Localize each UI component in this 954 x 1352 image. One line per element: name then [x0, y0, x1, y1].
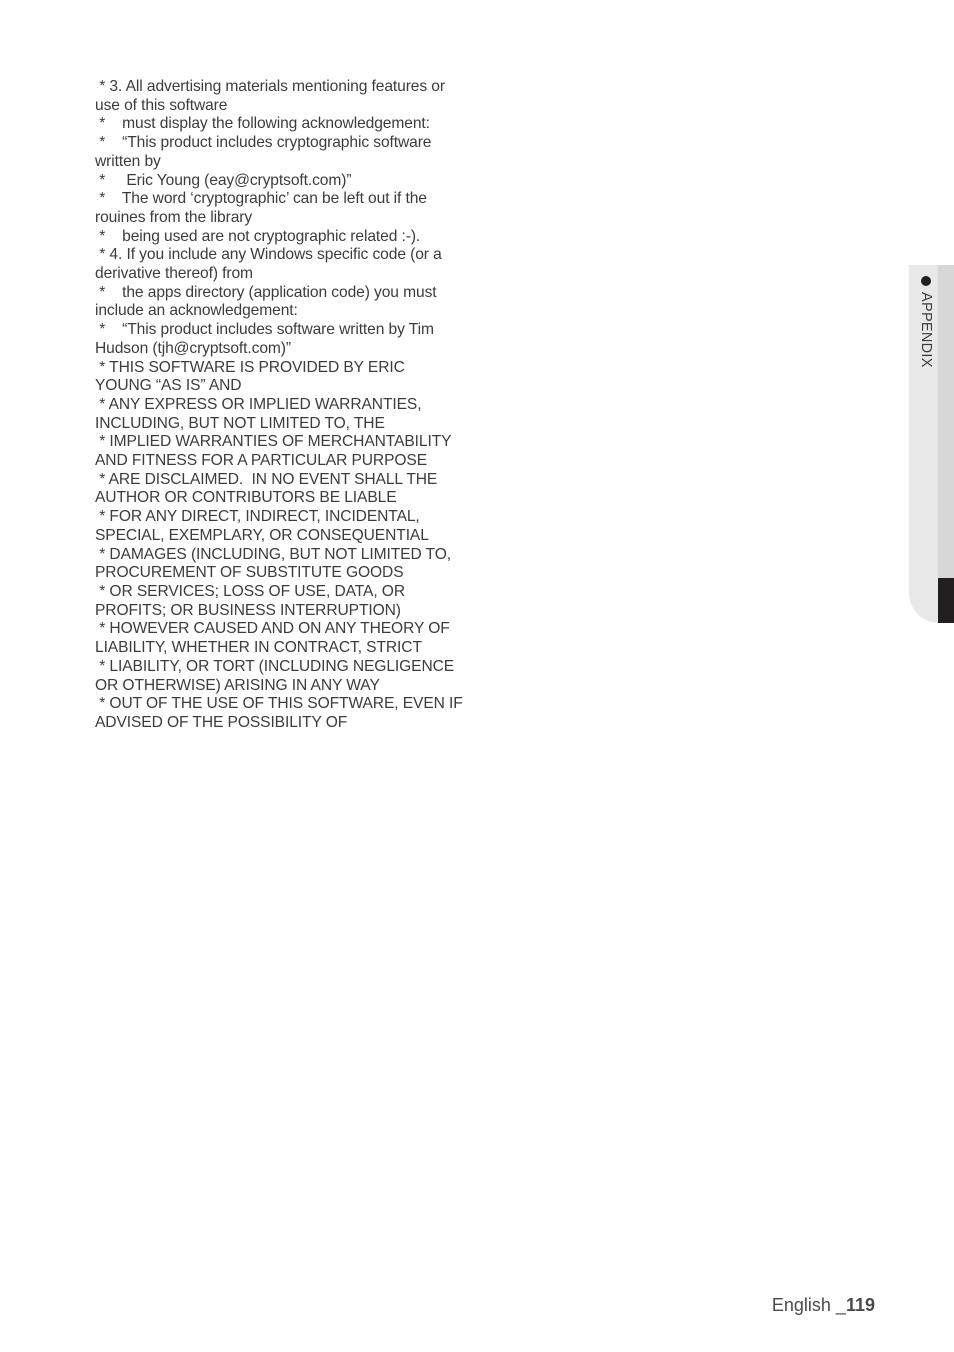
- text-line: AUTHOR OR CONTRIBUTORS BE LIABLE: [95, 489, 397, 507]
- text-line: * 3. All advertising materials mentioning features or: [95, 78, 445, 95]
- text-line: * the apps directory (application code) you must: [95, 283, 437, 301]
- text-line: rouines from the library: [95, 208, 253, 226]
- text-line: ADVISED OF THE POSSIBILITY OF: [95, 713, 348, 731]
- page-footer: [772, 1295, 875, 1316]
- page-number: 119: [845, 1295, 875, 1315]
- text-line: * must display the following acknowledgement:: [95, 115, 430, 133]
- text-line: INCLUDING, BUT NOT LIMITED TO, THE: [95, 414, 385, 432]
- text-line: PROCUREMENT OF SUBSTITUTE GOODS: [95, 564, 404, 582]
- side-tab-strip: [938, 265, 954, 578]
- text-line: PROFITS; OR BUSINESS INTERRUPTION): [95, 601, 401, 619]
- side-tab-label-group: [916, 276, 936, 396]
- text-line: * “This product includes software written by Tim: [95, 321, 434, 339]
- text-line: SPECIAL, EXEMPLARY, OR CONSEQUENTIAL: [95, 526, 429, 544]
- text-line: * OR SERVICES; LOSS OF USE, DATA, OR: [95, 582, 405, 600]
- footer-language: English _: [771, 1295, 846, 1315]
- text-line: * being used are not cryptographic related :-).: [95, 227, 421, 245]
- text-line: * Eric Young (eay@cryptsoft.com)”: [95, 171, 352, 189]
- text-line: * FOR ANY DIRECT, INDIRECT, INCIDENTAL,: [95, 508, 420, 526]
- text-line: * 4. If you include any Windows specific code (or a: [95, 246, 442, 264]
- text-line: LIABILITY, WHETHER IN CONTRACT, STRICT: [95, 639, 422, 657]
- text-line: written by: [95, 152, 161, 170]
- text-line: * IMPLIED WARRANTIES OF MERCHANTABILITY: [95, 433, 452, 451]
- text-line: * OUT OF THE USE OF THIS SOFTWARE, EVEN IF: [95, 695, 463, 713]
- text-line: * HOWEVER CAUSED AND ON ANY THEORY OF: [95, 620, 450, 638]
- text-line: * ARE DISCLAIMED. IN NO EVENT SHALL THE: [95, 470, 438, 488]
- bullet-dot-icon: [921, 276, 931, 286]
- text-line: use of this software: [95, 96, 228, 114]
- text-line: * ANY EXPRESS OR IMPLIED WARRANTIES,: [95, 395, 422, 413]
- text-line: derivative thereof) from: [95, 265, 253, 283]
- text-line: Hudson (tjh@cryptsoft.com)”: [95, 339, 291, 357]
- text-line: OR OTHERWISE) ARISING IN ANY WAY: [95, 676, 380, 694]
- text-line: * THIS SOFTWARE IS PROVIDED BY ERIC: [95, 358, 405, 376]
- text-line: * “This product includes cryptographic software: [95, 134, 432, 152]
- side-tab-marker: [938, 578, 954, 623]
- text-line: * The word ‘cryptographic’ can be left out if the: [95, 190, 427, 208]
- license-text-column: [95, 78, 480, 733]
- side-tab-label: APPENDIX: [918, 292, 934, 368]
- text-line: include an acknowledgement:: [95, 302, 298, 320]
- text-line: * DAMAGES (INCLUDING, BUT NOT LIMITED TO,: [95, 545, 451, 563]
- text-line: * LIABILITY, OR TORT (INCLUDING NEGLIGENCE: [95, 657, 455, 675]
- text-line: YOUNG “AS IS” AND: [95, 377, 242, 395]
- text-line: AND FITNESS FOR A PARTICULAR PURPOSE: [95, 452, 428, 470]
